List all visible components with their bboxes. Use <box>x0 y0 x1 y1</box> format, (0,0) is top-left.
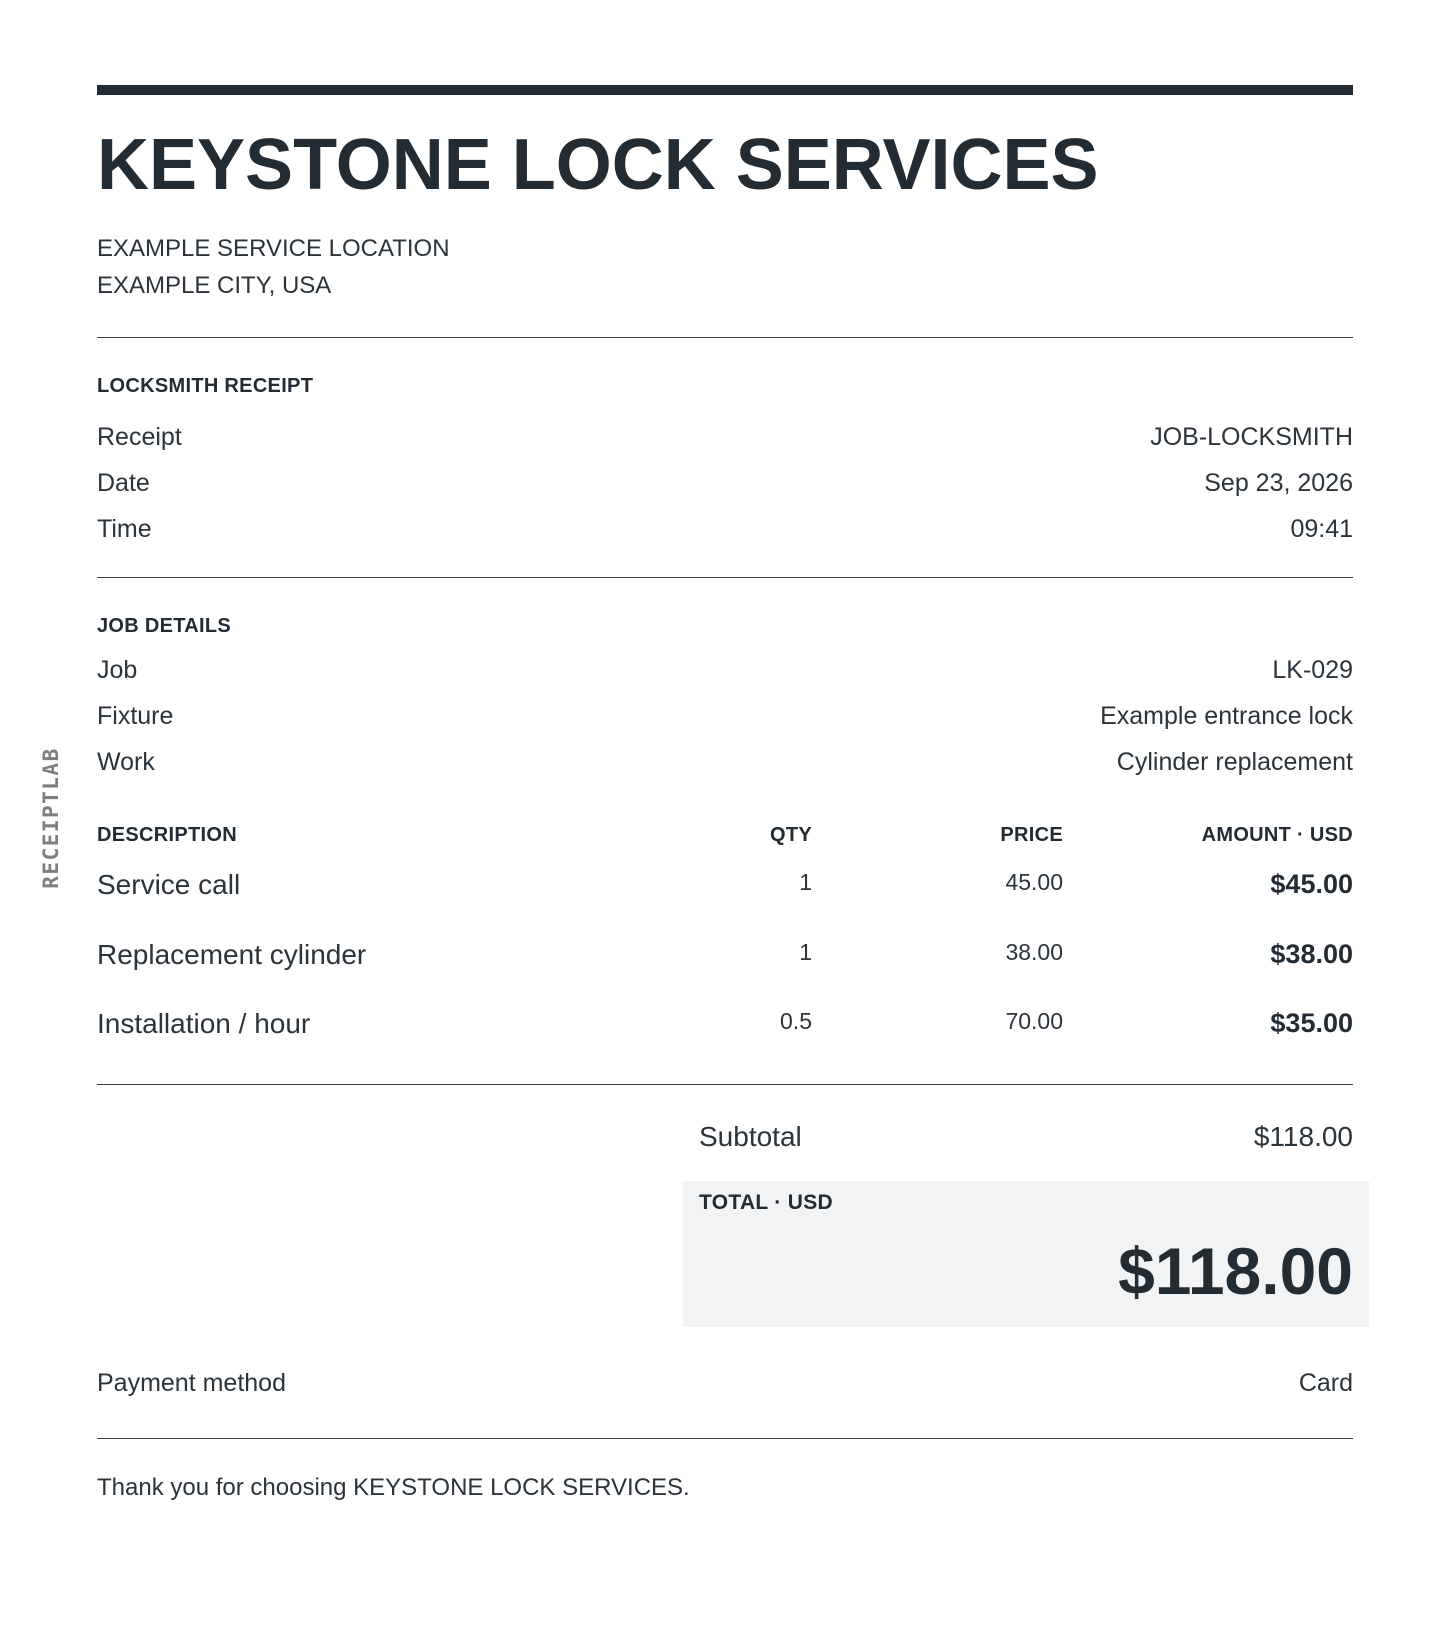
address-line-1: EXAMPLE SERVICE LOCATION <box>97 235 450 262</box>
item-price: 45.00 <box>1005 869 1063 895</box>
field-value: Sep 23, 2026 <box>1204 469 1353 497</box>
header-description: DESCRIPTION <box>97 824 237 846</box>
payment-method-value: Card <box>1298 1368 1353 1397</box>
job-details-section-label: JOB DETAILS <box>97 615 232 637</box>
receipt-field-row <box>97 515 1353 561</box>
field-value: Cylinder replacement <box>1116 748 1353 776</box>
business-address <box>97 230 1353 304</box>
side-watermark: RECEIPTLAB <box>39 747 63 889</box>
item-description: Service call <box>97 869 241 900</box>
header-qty: QTY <box>769 824 812 846</box>
job-details-fields <box>97 656 1353 794</box>
field-value: JOB-LOCKSMITH <box>1150 423 1353 451</box>
field-label: Work <box>97 748 155 776</box>
address-line-2: EXAMPLE CITY, USA <box>97 272 332 299</box>
divider <box>97 1084 1353 1085</box>
item-qty: 0.5 <box>780 1008 812 1034</box>
item-qty: 1 <box>799 938 812 965</box>
field-label: Receipt <box>97 423 182 451</box>
subtotal-label: Subtotal <box>699 1120 802 1152</box>
job-field-row <box>97 656 1353 702</box>
thank-you-message: Thank you for choosing KEYSTONE LOCK SERVICES. <box>97 1473 690 1501</box>
totals-section <box>699 1121 1353 1327</box>
item-amount: $45.00 <box>1270 869 1353 899</box>
field-value: LK-029 <box>1272 656 1353 684</box>
items-table-header <box>97 824 1353 847</box>
items-table-body <box>97 859 1353 1068</box>
total-box <box>683 1181 1369 1327</box>
field-label: Fixture <box>97 702 174 730</box>
field-label: Job <box>97 656 138 684</box>
job-field-row <box>97 748 1353 794</box>
divider <box>97 1438 1353 1439</box>
subtotal-value: $118.00 <box>1253 1120 1353 1152</box>
item-price: 70.00 <box>1005 1008 1063 1034</box>
receipt-section-label: LOCKSMITH RECEIPT <box>97 375 314 397</box>
item-amount: $35.00 <box>1270 1008 1353 1038</box>
payment-method-label: Payment method <box>97 1368 286 1397</box>
receipt-field-row <box>97 423 1353 469</box>
total-label: TOTAL · USD <box>699 1190 833 1214</box>
receipt-fields <box>97 423 1353 561</box>
item-qty: 1 <box>799 869 812 895</box>
item-description: Replacement cylinder <box>97 938 367 970</box>
top-accent-bar <box>97 85 1353 95</box>
subtotal-row <box>699 1121 1353 1153</box>
field-value: Example entrance lock <box>1100 702 1353 730</box>
divider <box>97 577 1353 578</box>
payment-method-row <box>97 1369 1353 1398</box>
field-value: 09:41 <box>1290 515 1353 543</box>
field-label: Date <box>97 469 150 497</box>
table-row <box>97 859 1353 929</box>
header-amount: AMOUNT · USD <box>1201 824 1353 846</box>
divider <box>97 337 1353 338</box>
item-price: 38.00 <box>1005 938 1063 965</box>
header-price: PRICE <box>1000 824 1063 846</box>
item-description: Installation / hour <box>97 1008 311 1039</box>
field-label: Time <box>97 515 152 543</box>
table-row <box>97 998 1353 1068</box>
item-amount: $38.00 <box>1270 938 1353 969</box>
total-value: $118.00 <box>1118 1233 1353 1308</box>
receipt-page <box>97 85 1353 1502</box>
job-field-row <box>97 702 1353 748</box>
receipt-field-row <box>97 469 1353 515</box>
table-row <box>97 929 1353 999</box>
business-name: KEYSTONE LOCK SERVICES <box>97 125 1099 205</box>
